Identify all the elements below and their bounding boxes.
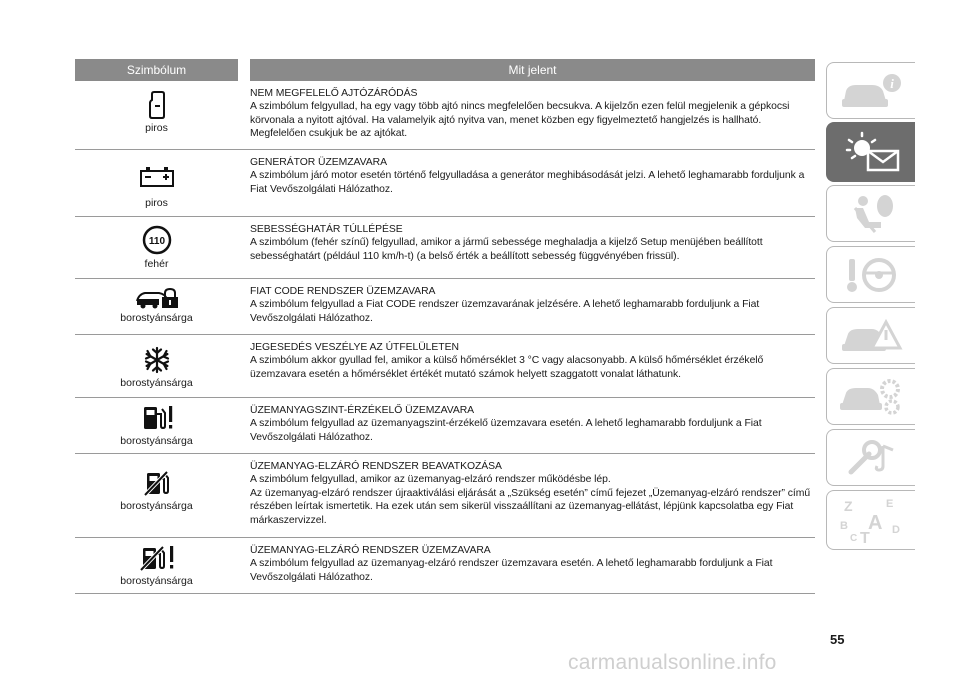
symbol-cell [75,454,238,537]
fuel-level-warning-icon [140,404,174,432]
warning-lights-table [75,59,815,594]
meaning-cell [250,454,815,537]
color-label: piros [145,197,168,209]
fuel-cutoff-icon [143,469,171,497]
color-label: borostyánsárga [120,500,193,512]
row-title: NEM MEGFELELŐ AJTÓZÁRÓDÁS [250,88,418,99]
row-text: A szimbólum felgyullad az üzemanyagszint-érzékelő üzemzavara esetén. A lehető leghamarabb forduljunk a Fiat Vevőszolgálati Hálózathoz. [250,418,762,443]
tab-technical-data[interactable] [826,429,915,486]
row-text: A szimbólum felgyullad a Fiat CODE rendszer üzemzavarának jelzésére. A lehető leghamarabb forduljunk a Fiat Vevőszolgálati Hálózathoz. [250,299,760,324]
index-letter: Z [844,498,853,514]
wrench-note-icon [841,436,901,480]
index-letter: D [892,524,900,536]
fuel-cutoff-warning-icon [139,544,175,572]
symbol-cell [75,335,238,397]
index-letter: B [840,520,848,532]
symbol-cell [75,217,238,278]
watermark: carmanualsonline.info [568,651,777,674]
page-number: 55 [830,632,845,647]
car-info-icon [836,71,906,111]
header-symbol: Szimbólum [75,59,238,81]
color-label: piros [145,122,168,134]
table-row [75,538,815,594]
table-row [75,81,815,150]
tab-maintenance[interactable] [826,368,915,425]
row-text: A szimbólum járó motor esetén történő felgyulladása a generátor meghibásodását jelzi. A lehető leghamarabb forduljunk a Fiat Vevőszolgálati Hálózathoz. [250,170,805,195]
alphabet-index-icon [836,495,906,545]
speed-limit-icon [142,225,172,255]
speed-limit-value: 110 [148,236,165,247]
row-title: ÜZEMANYAG-ELZÁRÓ RENDSZER BEAVATKOZÁSA [250,461,502,472]
symbol-cell [75,538,238,593]
row-text: A szimbólum felgyullad az üzemanyag-elzáró rendszer üzemzavara esetén. A lehető leghamarabb forduljunk a Fiat Vevőszolgálati Hálózathoz. [250,558,773,583]
meaning-cell [250,538,815,593]
index-letter: T [860,530,870,545]
table-row [75,279,815,335]
door-open-icon [144,91,170,119]
battery-icon [139,166,175,188]
table-row [75,217,815,279]
row-text: A szimbólum felgyullad, amikor az üzemanyag-elzáró rendszer működésbe lép. Az üzemanyag-elzáró rendszer újraaktiválási eljárását a „Szükség esetén” című fejezet „Üzemanyag-elzáró rendszer” című részében leírtak ismertetik. Ha ezek után sem sikerül visszaállítani az üzemanyag-ellátást, lépjünk kapcsolatba egy Fiat márkaszervizzel. [250,474,811,526]
row-text: A szimbólum akkor gyullad fel, amikor a külső hőmérséklet 3 °C vagy alacsonyabb. A külső hőmérséklet érzékelő üzemzavara esetén a hőmérséklet értékét mutató számok helyett szaggatott vonalat láthatunk. [250,355,764,380]
meaning-cell [250,217,815,278]
color-label: borostyánsárga [120,377,193,389]
seat-airbag-icon [841,192,901,236]
tab-warning-lights[interactable] [826,122,915,182]
table-header [75,59,815,81]
symbol-cell [75,150,238,216]
color-label: fehér [144,258,169,270]
tab-emergency[interactable] [826,307,915,364]
tab-starting-driving[interactable] [826,246,915,303]
row-title: JEGESEDÉS VESZÉLYE AZ ÚTFELÜLETEN [250,342,459,353]
warning-light-message-icon [836,130,906,174]
header-meaning: Mit jelent [250,59,815,81]
car-gears-icon [838,375,904,419]
row-title: ÜZEMANYAG-ELZÁRÓ RENDSZER ÜZEMZAVARA [250,545,491,556]
meaning-cell [250,81,815,149]
fiat-code-lock-icon [135,287,179,309]
tab-safety[interactable] [826,185,915,242]
car-warning-triangle-icon [838,314,904,358]
meaning-cell [250,398,815,453]
index-letter: C [850,533,858,544]
key-steering-wheel-icon [841,253,901,297]
index-letter: A [868,512,883,534]
table-row [75,335,815,398]
color-label: borostyánsárga [120,435,193,447]
table-row [75,150,815,217]
table-row [75,454,815,538]
row-text: A szimbólum (fehér színű) felgyullad, amikor a jármű sebessége meghaladja a kijelző Setup menüjében beállított sebességhatárt (például 110 km/h-t) (a belső érték a beállított sebesség függvényében frissül). [250,237,763,262]
symbol-cell [75,81,238,149]
meaning-cell [250,150,815,216]
meaning-cell [250,279,815,334]
symbol-cell [75,279,238,334]
color-label: borostyánsárga [120,575,193,587]
meaning-cell [250,335,815,397]
svg-text:i: i [890,75,894,91]
row-title: GENERÁTOR ÜZEMZAVARA [250,157,387,168]
color-label: borostyánsárga [120,312,193,324]
table-row [75,398,815,454]
snowflake-icon [143,346,171,374]
tab-car-info[interactable] [826,62,915,119]
row-text: A szimbólum felgyullad, ha egy vagy több ajtó nincs megfelelően becsukva. A kijelzőn ezen felül megjelenik a gépkocsi körvonala a nyitott ajtóval. Ha valamelyik ajtó nyitva van, menet közben egy figyelmeztető hangjelzés is hallható. Megfelelően csukjuk be az ajtókat. [250,101,790,140]
index-letter: E [886,498,894,510]
row-title: FIAT CODE RENDSZER ÜZEMZAVARA [250,286,436,297]
tab-alphabetical-index[interactable] [826,490,915,550]
symbol-cell [75,398,238,453]
row-title: ÜZEMANYAGSZINT-ÉRZÉKELŐ ÜZEMZAVARA [250,405,475,416]
row-title: SEBESSÉGHATÁR TÚLLÉPÉSE [250,224,403,235]
